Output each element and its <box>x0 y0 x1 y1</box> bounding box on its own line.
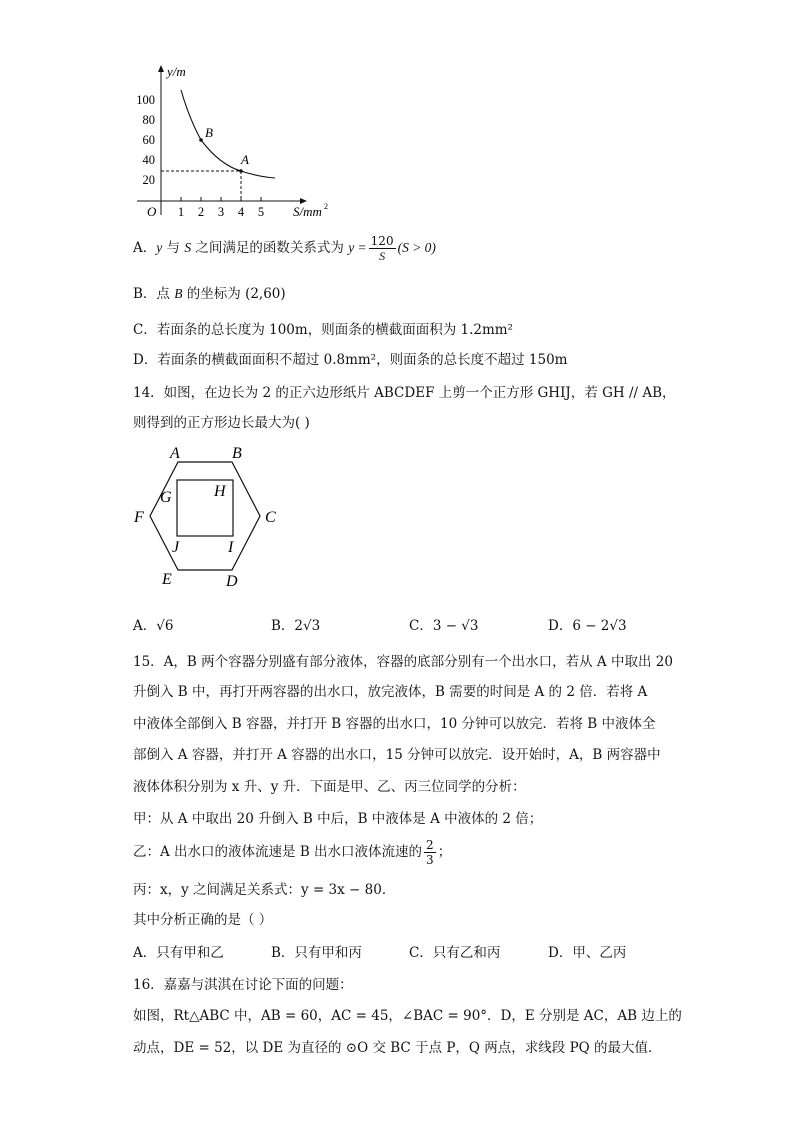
q15-option-b: B．只有甲和丙 <box>271 945 362 961</box>
origin-label: O <box>147 204 157 219</box>
y-tick: 40 <box>142 153 155 167</box>
q14-stem-line1: 14．如图，在边长为 2 的正六边形纸片 ABCDEF 上剪一个正方形 GHIJ，若 GH // AB， <box>133 385 676 401</box>
vertex-h: H <box>214 483 226 500</box>
x-tick: 2 <box>197 205 205 219</box>
point-a-dot <box>239 169 243 173</box>
x-tick: 4 <box>237 205 245 219</box>
vertex-a: A <box>170 445 180 462</box>
vertex-j: J <box>172 539 180 556</box>
q16-line: 16．嘉嘉与淇淇在讨论下面的问题： <box>133 977 353 993</box>
y-tick: 100 <box>136 93 155 107</box>
fraction-120-over-s: $\frac{120}{S}$ <box>370 234 394 263</box>
hexagon-figure <box>128 440 288 590</box>
x-tick: 3 <box>217 205 225 219</box>
q14-option-d: D．6 − 2√3 <box>548 618 627 634</box>
q14-stem-line2: 则得到的正方形边长最大为( ) <box>133 415 310 431</box>
q14-option-a: A．√6 <box>133 618 174 634</box>
vertex-d: D <box>226 573 238 590</box>
vertex-c: C <box>265 509 276 526</box>
q13-option-d: D．若面条的横截面面积不超过 0.8mm²，则面条的总长度不超过 150m <box>133 352 568 368</box>
q15-bing: 丙：x，y 之间满足关系式：y = 3x − 80． <box>133 882 396 898</box>
q15-option-a: A．只有甲和乙 <box>133 945 224 961</box>
q15-option-c: C．只有乙和丙 <box>409 945 501 961</box>
vertex-g: G <box>160 489 172 506</box>
y-tick: 80 <box>142 113 155 127</box>
q15-option-d: D．甲、乙丙 <box>548 945 627 961</box>
point-b-dot <box>199 138 203 142</box>
q15-jia: 甲：从 A 中取出 20 升倒入 B 中后，B 中液体是 A 中液体的 2 倍； <box>133 811 543 827</box>
q14-option-c: C．3 − √3 <box>409 618 479 634</box>
vertex-i: I <box>228 539 234 556</box>
x-tick: 5 <box>257 205 265 219</box>
y-tick: 20 <box>142 173 155 187</box>
y-axis-arrow <box>158 65 164 72</box>
q15-line: 液体体积分别为 x 升、y 升．下面是甲、乙、丙三位同学的分析： <box>133 779 526 795</box>
hexagon-abcdef <box>150 462 260 570</box>
q16-line: 动点，DE = 52，以 DE 为直径的 ⊙O 交 BC 于点 P，Q 两点，求线段 PQ 的最大值． <box>133 1040 662 1056</box>
vertex-e: E <box>162 571 172 588</box>
y-tick: 60 <box>142 133 155 147</box>
q15-line: 中液体全部倒入 B 容器，并打开 B 容器的出水口，10 分钟可以放完．若将 B 中液体全 <box>133 716 656 732</box>
y-axis-label: y/m <box>167 64 186 79</box>
q14-options <box>133 614 627 634</box>
q13-option-b: B．点 B 的坐标为 (2,60) <box>133 286 286 302</box>
q15-options <box>133 941 626 961</box>
x-ticks <box>178 205 264 219</box>
vertex-f: F <box>134 509 144 526</box>
vertex-b: B <box>232 445 242 462</box>
x-axis-label-sup: 2 <box>324 202 328 211</box>
x-tick: 1 <box>177 205 185 219</box>
q15-line: 部倒入 A 容器，并打开 A 容器的出水口，15 分钟可以放完．设开始时，A，B 两容器中 <box>133 747 661 763</box>
q13-option-c: C．若面条的总长度为 100m，则面条的横截面面积为 1.2mm² <box>133 322 513 338</box>
q15-line: 升倒入 B 中，再打开两容器的出水口，放完液体，B 需要的时间是 A 的 2 倍．若将 A <box>133 684 648 700</box>
inverse-function-graph <box>125 60 345 225</box>
x-axis-label: S/mm <box>293 204 322 219</box>
point-b-label: B <box>205 125 213 140</box>
q15-question: 其中分析正确的是（ ） <box>133 912 273 928</box>
q13-option-a: A．y 与 S 之间满足的函数关系式为 y = $\frac{120}{S}$ (S > 0) <box>133 234 436 263</box>
y-ticks <box>136 93 155 187</box>
q15-line: 15．A，B 两个容器分别盛有部分液体，容器的底部分别有一个出水口，若从 A 中取出 20 <box>133 654 673 670</box>
q15-yi: 乙：A 出水口的液体流速是 B 出水口液体流速的 $\frac{2}{3}$ ； <box>133 838 452 867</box>
fraction-two-thirds: $\frac{2}{3}$ <box>426 838 434 867</box>
q16-line: 如图，Rt△ABC 中，AB = 60，AC = 45，∠BAC = 90°．D，E 分别是 AC，AB 边上的 <box>133 1008 682 1024</box>
point-a-label: A <box>241 152 249 167</box>
q14-option-b: B．2√3 <box>271 618 321 634</box>
hyperbola-curve <box>181 90 275 178</box>
